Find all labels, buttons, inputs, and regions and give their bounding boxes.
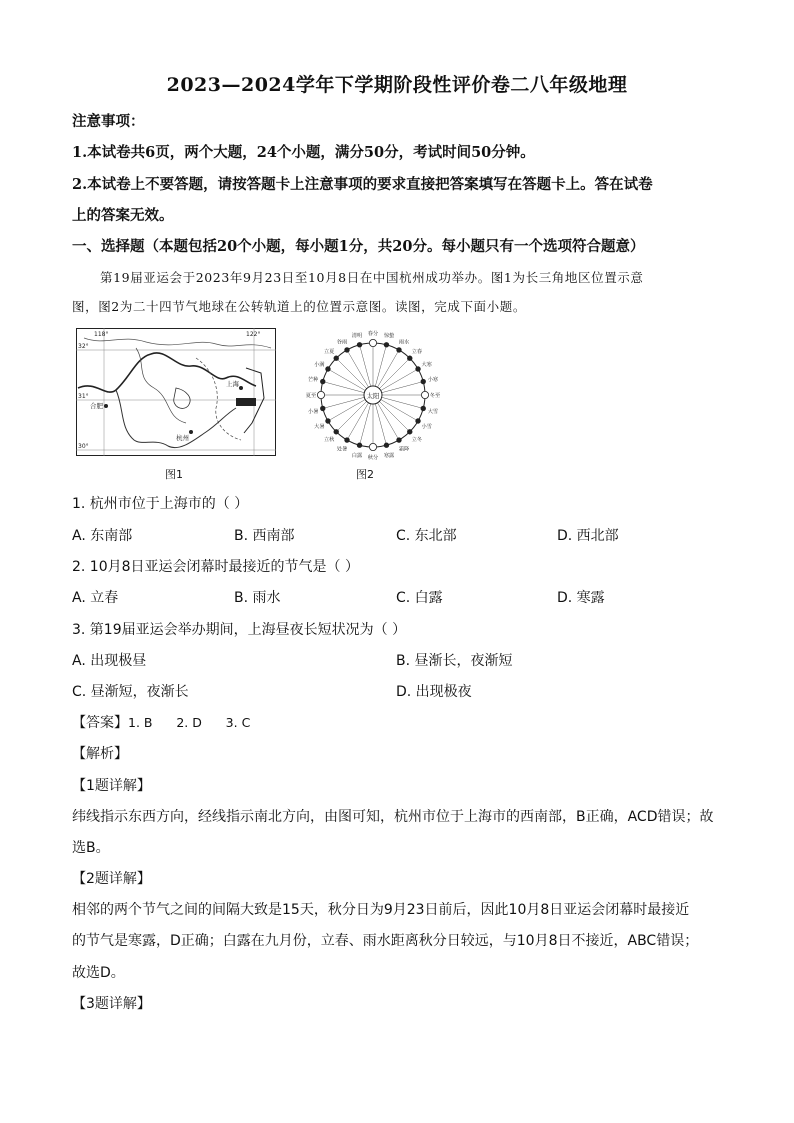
earth-position-marker — [326, 419, 331, 424]
solar-term-label: 谷雨 — [336, 339, 348, 346]
solar-term-label: 小雪 — [421, 424, 432, 430]
solar-term-label: 秋分 — [367, 455, 379, 461]
answer-values: 1. B 2. D 3. C — [128, 715, 251, 730]
solar-term-label: 处暑 — [336, 446, 348, 453]
detail-2-label: 【2题详解】 — [72, 871, 151, 887]
earth-position-marker — [421, 379, 426, 384]
earth-position-marker — [407, 429, 412, 434]
place-hangzhou: 杭州 — [176, 434, 189, 442]
detail-1-label: 【1题详解】 — [72, 778, 151, 794]
earth-position-marker — [416, 419, 421, 424]
lat-label-30: 30° — [78, 443, 89, 450]
notice-heading: 注意事项： — [72, 113, 145, 130]
earth-position-marker — [345, 438, 350, 443]
q1-option-b: B. 西南部 — [234, 528, 295, 544]
earth-position-marker — [317, 391, 324, 398]
q1-option-a: A. 东南部 — [72, 528, 133, 544]
solar-term-label: 霜降 — [398, 446, 410, 453]
earth-position-marker — [320, 406, 325, 411]
detail-2-text: 相邻的两个节气之间的间隔大致是15天，秋分日为9月23日前后，因此10月8日亚运会闭幕时最接近 — [72, 902, 690, 918]
solar-term-label: 大暑 — [314, 424, 325, 430]
lon-label-118: 118° — [94, 331, 109, 338]
solar-term-label: 小暑 — [307, 409, 319, 416]
solar-term-label: 立春 — [411, 349, 423, 356]
solar-term-label: 大寒 — [421, 362, 432, 368]
earth-position-marker — [421, 406, 426, 411]
detail-1-text-cont: 选B。 — [72, 840, 110, 856]
earth-position-marker — [416, 367, 421, 372]
solar-term-label: 立冬 — [411, 436, 423, 443]
detail-2-text-cont: 的节气是寒露，D正确；白露在九月份，立春、雨水距离秋分日较远，与10月8日不接近，ABC错误； — [72, 933, 699, 949]
detail-1-text: 纬线指示东西方向，经线指示南北方向，由图可知，杭州市位于上海市的西南部，B正确，ACD错误；故 — [72, 809, 714, 825]
notice-item-2-cont: 上的答案无效。 — [72, 207, 174, 224]
earth-position-marker — [357, 443, 362, 448]
solar-term-label: 小满 — [314, 362, 325, 368]
q1-option-d: D. 西北部 — [557, 528, 619, 544]
answer-row — [72, 712, 250, 732]
q3-option-c: C. 昼渐短，夜渐长 — [72, 684, 189, 700]
place-hefei: 合肥 — [90, 402, 103, 410]
solar-term-label: 白露 — [351, 452, 363, 459]
earth-position-marker — [397, 438, 402, 443]
earth-position-marker — [334, 356, 339, 361]
place-shanghai: 上海 — [226, 380, 239, 388]
figure2-caption: 图2 — [356, 468, 374, 481]
solar-term-label: 清明 — [351, 333, 363, 340]
q2-option-a: A. 立春 — [72, 590, 119, 606]
lat-label-31: 31° — [78, 393, 89, 400]
solar-term-label: 小寒 — [427, 376, 439, 383]
q1-option-c: C. 东北部 — [396, 528, 457, 544]
earth-position-marker — [369, 443, 376, 450]
solar-term-label: 立秋 — [323, 436, 335, 443]
solar-term-label: 冬至 — [429, 393, 441, 399]
earth-position-marker — [345, 348, 350, 353]
section-heading: 一、选择题（本题包括20个小题，每小题1分，共20分。每小题只有一个选项符合题意） — [72, 238, 645, 255]
q3-option-d: D. 出现极夜 — [396, 684, 472, 700]
q2-option-c: C. 白露 — [396, 590, 443, 606]
intro-text-cont: 图，图2为二十四节气地球在公转轨道上的位置示意图。读图，完成下面小题。 — [72, 299, 526, 314]
solar-term-label: 芒种 — [307, 376, 319, 383]
earth-position-marker — [326, 367, 331, 372]
analysis-label: 【解析】 — [72, 746, 128, 762]
earth-position-marker — [421, 391, 428, 398]
earth-position-marker — [397, 348, 402, 353]
solar-term-label: 立夏 — [323, 349, 335, 356]
intro-text: 第19届亚运会于2023年9月23日至10月8日在中国杭州成功举办。图1为长三角地区位置示意 — [100, 270, 644, 285]
notice-item-1: 1.本试卷共6页，两个大题，24个小题，满分50分，考试时间50分钟。 — [72, 144, 535, 161]
notice-item-2: 2.本试卷上不要答题，请按答题卡上注意事项的要求直接把答案填写在答题卡上。答在试卷 — [72, 176, 653, 193]
earth-position-marker — [320, 379, 325, 384]
detail-2-text-end: 故选D。 — [72, 965, 125, 981]
sun-label: 太阳 — [366, 392, 380, 400]
answer-label: 【答案】 — [72, 715, 128, 731]
q3-option-a: A. 出现极昼 — [72, 653, 147, 669]
q2-option-d: D. 寒露 — [557, 590, 605, 606]
solar-terms-orbit-diagram — [298, 328, 448, 462]
earth-position-marker — [384, 443, 389, 448]
yangtze-delta-map — [76, 328, 276, 456]
question-3-stem: 3. 第19届亚运会举办期间，上海昼夜长短状况为（ ） — [72, 622, 407, 638]
page-title: 2023—2024学年下学期阶段性评价卷二八年级地理 — [166, 74, 628, 96]
q3-option-b: B. 昼渐长，夜渐短 — [396, 653, 513, 669]
lon-label-122: 122° — [246, 331, 261, 338]
detail-3-label: 【3题详解】 — [72, 996, 151, 1012]
solar-term-label: 春分 — [367, 331, 379, 337]
q2-option-b: B. 雨水 — [234, 590, 281, 606]
earth-position-marker — [369, 339, 376, 346]
solar-term-label: 大雪 — [427, 409, 439, 416]
solar-term-label: 惊蛰 — [383, 333, 395, 340]
solar-term-label: 夏至 — [305, 393, 317, 399]
earth-position-marker — [384, 342, 389, 347]
question-2-stem: 2. 10月8日亚运会闭幕时最接近的节气是（ ） — [72, 559, 359, 575]
question-1-stem: 1. 杭州市位于上海市的（ ） — [72, 496, 249, 512]
earth-position-marker — [357, 342, 362, 347]
figure1-caption: 图1 — [165, 468, 183, 481]
solar-term-label: 寒露 — [383, 452, 395, 459]
solar-term-label: 雨水 — [398, 339, 410, 346]
lat-label-32: 32° — [78, 343, 89, 350]
earth-position-marker — [407, 356, 412, 361]
earth-position-marker — [334, 429, 339, 434]
